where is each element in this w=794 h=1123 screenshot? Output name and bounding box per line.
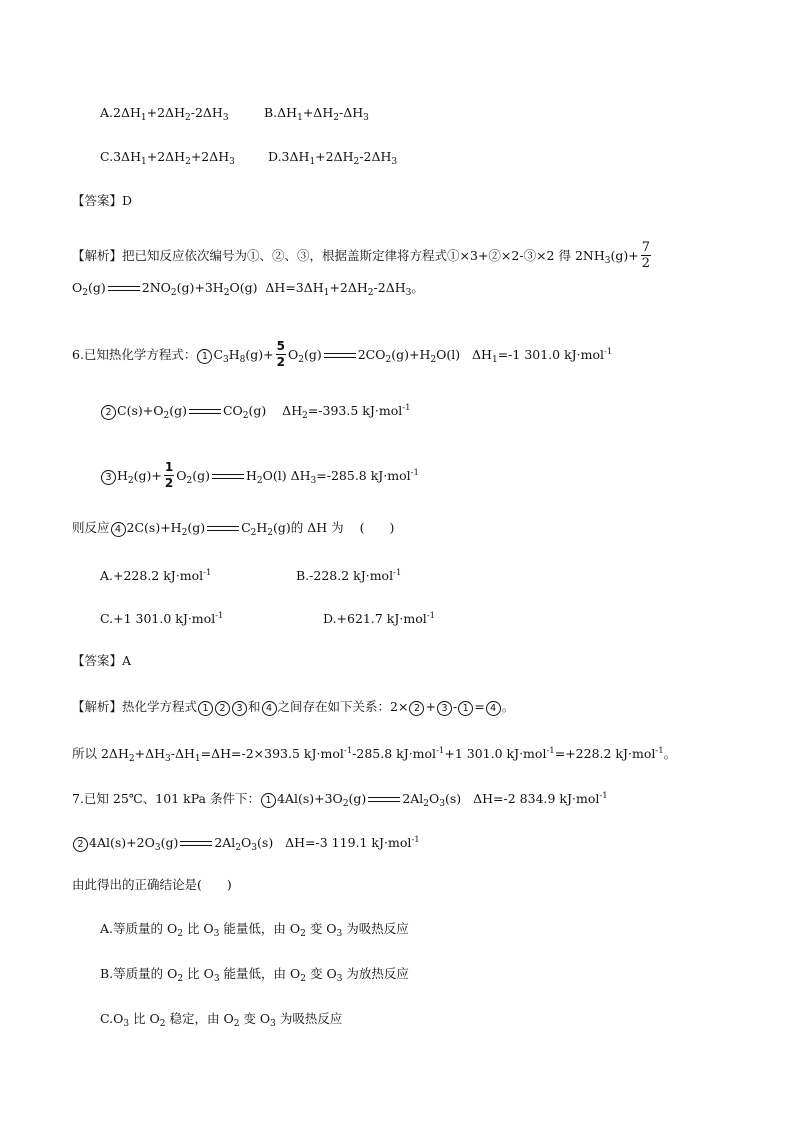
equals-arrow (368, 797, 400, 802)
q7-stem: 7.已知 25℃、101 kPa 条件下： 1 $4Al(s)+3O_2(g)$ $2Al_2O_3(s)$ ΔH=-2 834.9 kJ·mol$^{-1}$ (72, 791, 608, 809)
q7-question: 由此得出的正确结论是( ) (72, 877, 232, 892)
q5-option-d: $D.3\Delta H_1+2\Delta H_2-2\Delta H_3$ (268, 149, 398, 167)
q7-option-a: A.等质量的 $O_2$ 比 $O_3$ 能量低，由 $O_2$ 变 $O_3$ 为吸热反应 (100, 921, 409, 939)
equals-arrow (108, 286, 140, 291)
q6-analysis-line2: 所以 $2\Delta H_2+\Delta H_3-\Delta H_1=\Delta H=-2\times 393.5$ kJ·mol$^{-1}$-285.8 kJ·mol$^{-1}$+1 301.0 kJ·mol$^{-1}$=+228.2 kJ·mol$^{-1}$。 (72, 746, 677, 764)
q5-analysis: 【解析】把已知反应依次编号为①、②、③，根据盖斯定律将方程式①×3+②×2-③×2 得 $2NH_3(g)+$ $\frac{7}{2}$ (72, 240, 650, 271)
fraction-7-2: $\frac{7}{2}$ (641, 240, 650, 271)
q6-analysis: 【解析】热化学方程式 1 2 3 和 4 之间存在如下关系：2× 2 + 3 - 1 = 4 。 (72, 699, 515, 714)
q6-question: 则反应 4 $2C(s)+H_2(g)$ $C_2H_2(g)$的 ΔH 为 ( ) (72, 520, 395, 538)
equals-arrow (180, 841, 212, 846)
q6-option-d: D.+621.7 kJ·mol$^{-1}$ (323, 611, 435, 626)
q6-eq3: 3 $H_2(g)+$ $\frac{1}{2}$ $O_2(g)$ $H_2O(l)$ $\Delta H_3=-285.8$ kJ·mol$^{-1}$ (100, 461, 419, 492)
q5-answer: 【答案】D (72, 193, 133, 208)
q6-stem: 6.已知热化学方程式： 1 $C_3H_8(g)+$ $\frac{5}{2}$ $O_2(g)$ $2CO_2(g)+H_2O(l)$ $\Delta H_1=-1$ 301.0 kJ·mol$^{-1}$ (72, 339, 613, 369)
q6-answer: 【答案】A (72, 653, 132, 668)
q7-option-c: $C.O_3$ 比 $O_2$ 稳定，由 $O_2$ 变 $O_3$ 为吸热反应 (100, 1011, 343, 1029)
q5-option-c: $C.3\Delta H_1+2\Delta H_2+2\Delta H_3$ (100, 149, 235, 167)
q7-option-b: B.等质量的 $O_2$ 比 $O_3$ 能量低，由 $O_2$ 变 $O_3$ 为放热反应 (100, 966, 409, 984)
equals-arrow (212, 474, 244, 479)
q6-eq2: 2 $C(s)+O_2(g)$ $CO_2(g)$ $\Delta H_2=-393.5$ kJ·mol$^{-1}$ (100, 398, 411, 426)
equals-arrow (324, 353, 356, 358)
q5-option-b: $B.\Delta H_1+\Delta H_2-\Delta H_3$ (264, 105, 369, 123)
q5-analysis-line2: $O_2(g)$ $2NO_2(g)+3H_2O(g)$ $\Delta H=3\Delta H_1+2\Delta H_2-2\Delta H_3$。 (72, 280, 424, 298)
fraction-1-2: $\frac{1}{2}$ (164, 460, 174, 490)
q7-eq2: 2 $4Al(s)+2O_3(g)$ $2Al_2O_3(s)$ ΔH=-3 119.1 kJ·mol$^{-1}$ (72, 830, 420, 858)
q6-option-b: B.-228.2 kJ·mol$^{-1}$ (296, 568, 402, 583)
fraction-5-2: $\frac{5}{2}$ (276, 339, 285, 369)
equals-arrow (189, 409, 221, 414)
q6-option-c: C.+1 301.0 kJ·mol$^{-1}$ (100, 611, 224, 626)
q6-option-a: A.+228.2 kJ·mol$^{-1}$ (100, 568, 212, 583)
equals-arrow (207, 526, 239, 531)
q5-option-a: $A.2\Delta H_1+2\Delta H_2-2\Delta H_3$ (100, 105, 229, 123)
